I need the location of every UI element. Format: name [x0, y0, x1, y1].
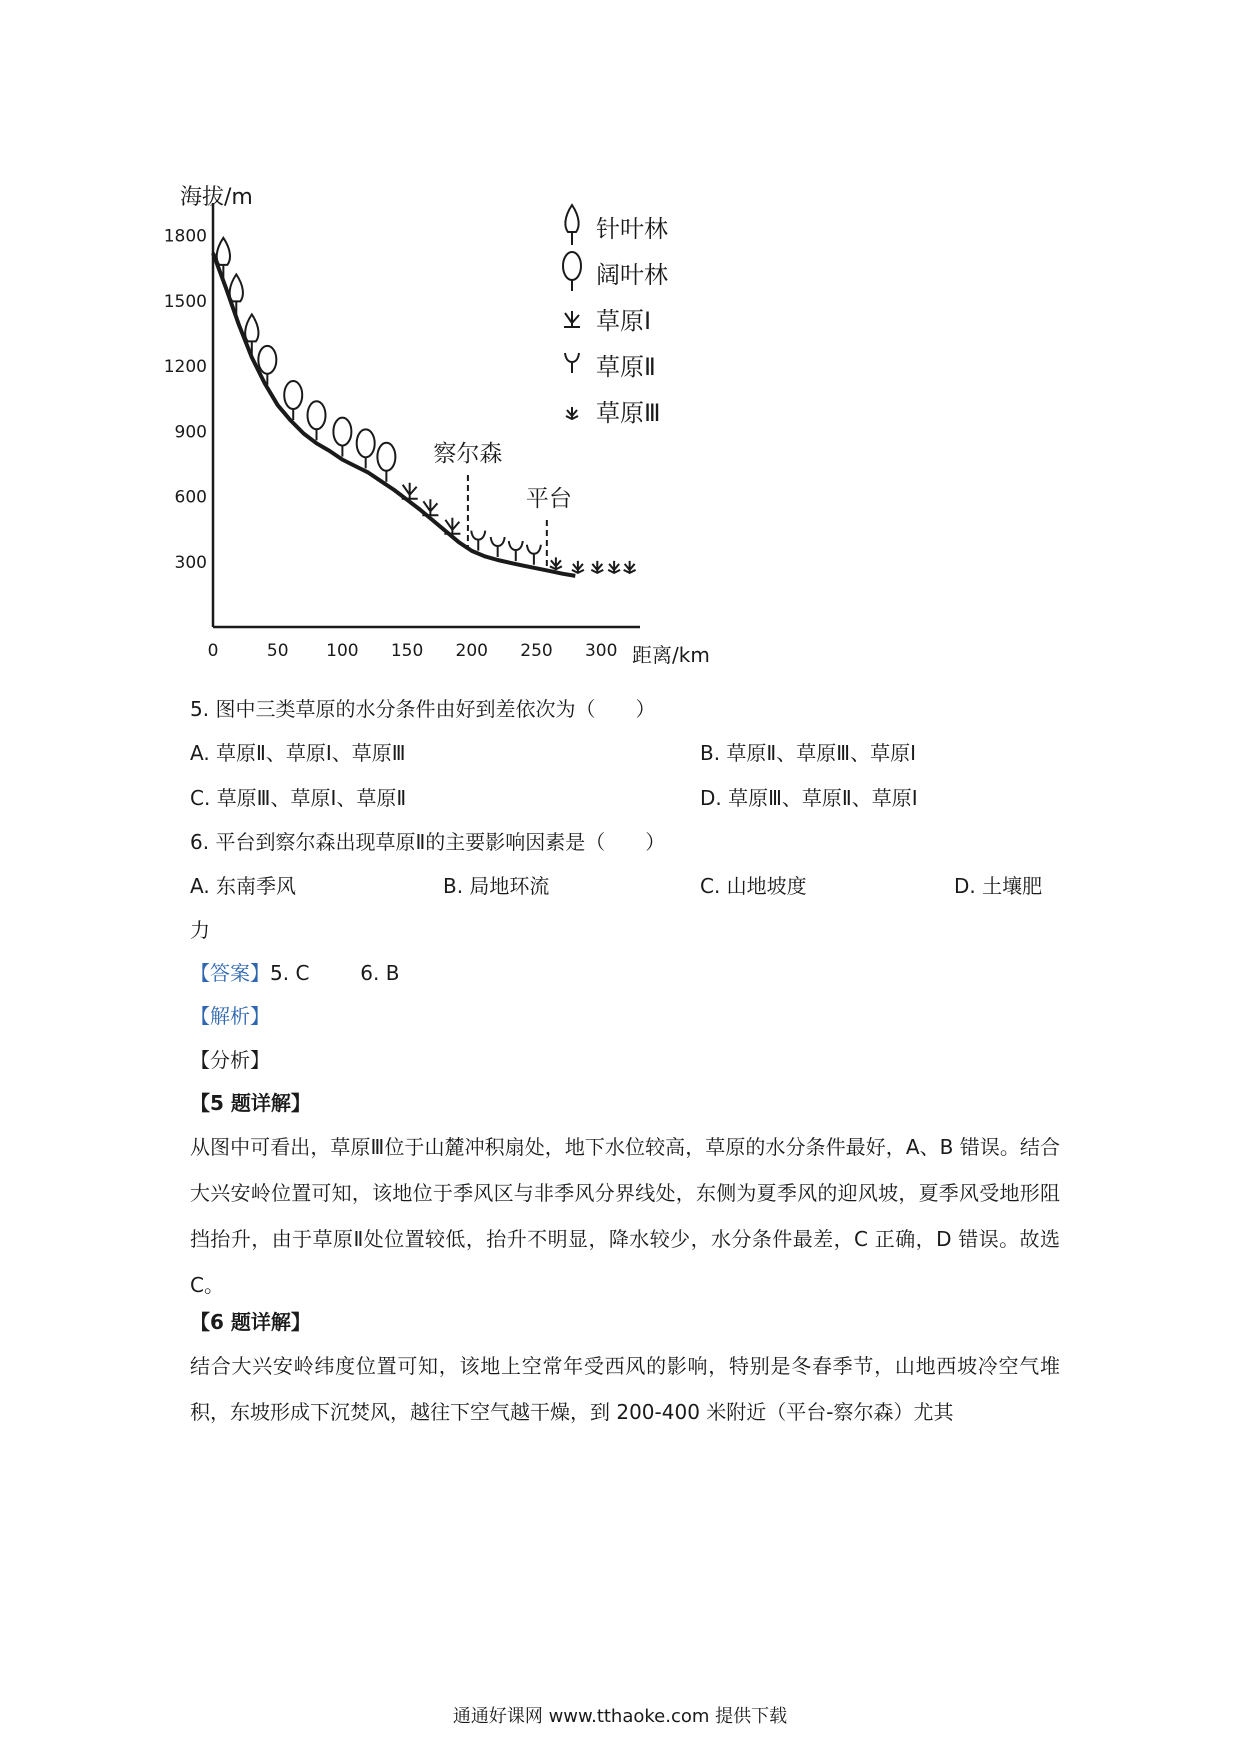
- q6-option-d: D. 土壤肥: [954, 874, 1043, 898]
- grass2-symbol: [491, 537, 505, 557]
- y-axis-title: 海拔/m: [180, 185, 253, 211]
- legend-grass3-symbol: [566, 407, 578, 419]
- q6-option-c: C. 山地坡度: [700, 874, 807, 898]
- legend-grass1-symbol: [564, 311, 580, 327]
- detail-5-label: 【5 题详解】: [190, 1091, 311, 1115]
- analysis-label: 【解析】: [190, 1004, 270, 1028]
- y-tick-label: 1500: [163, 291, 207, 312]
- x-tick-label: 150: [390, 641, 424, 661]
- grass3-symbol: [550, 557, 562, 569]
- annotation-label: 察尔森: [433, 441, 503, 467]
- q5-option-d: D. 草原Ⅲ、草原Ⅱ、草原Ⅰ: [700, 786, 918, 810]
- legend-label: 草原Ⅱ: [596, 353, 656, 381]
- legend-conifer-symbol: [565, 205, 578, 245]
- y-tick-label: 1800: [163, 226, 207, 247]
- grass3-symbol: [572, 561, 584, 573]
- legend-label: 草原Ⅰ: [596, 307, 652, 335]
- detail-5-text: 从图中可看出，草原Ⅲ位于山麓冲积扇处，地下水位较高，草原的水分条件最好，A、B 错误。结合大兴安岭位置可知，该地位于季风区与非季风分界线处，东侧为夏季风的迎风坡，夏季风受地形阻挡抬升，由于草原Ⅱ处位置较低，抬升不明显，降水较少，水分条件最差，C 正确，D 错误。故选 C。: [190, 1135, 1060, 1297]
- broadleaf-symbol: [333, 418, 351, 457]
- x-tick-label: 100: [326, 641, 359, 661]
- y-tick-label: 1200: [163, 357, 207, 378]
- grass3-symbol: [624, 561, 636, 573]
- detail-6-text: 结合大兴安岭纬度位置可知，该地上空常年受西风的影响，特别是冬春季节，山地西坡冷空气堆积，东坡形成下沉焚风，越往下空气越干燥，到 200-400 米附近（平台-察尔森）尤其: [190, 1354, 1060, 1424]
- answer-label: 【答案】: [190, 961, 270, 985]
- x-tick-label: 200: [455, 641, 489, 661]
- fenxi-label: 【分析】: [190, 1048, 270, 1072]
- grass2-symbol: [509, 541, 523, 561]
- q5-option-c: C. 草原Ⅲ、草原Ⅰ、草原Ⅱ: [190, 786, 407, 810]
- terrain-profile-line: [213, 253, 575, 576]
- legend-broadleaf-symbol: [563, 252, 581, 291]
- broadleaf-symbol: [308, 401, 326, 440]
- q5-option-a: A. 草原Ⅱ、草原Ⅰ、草原Ⅲ: [190, 741, 406, 765]
- detail-6-label: 【6 题详解】: [190, 1310, 311, 1334]
- q6-option-b: B. 局地环流: [443, 874, 550, 898]
- x-tick-label: 0: [207, 641, 219, 661]
- question-5-stem: 5. 图中三类草原的水分条件由好到差依次为（ ）: [190, 697, 656, 721]
- y-tick-label: 900: [174, 422, 207, 443]
- chart-legend: [563, 205, 668, 427]
- x-tick-label: 250: [520, 641, 553, 661]
- grass3-symbol: [608, 561, 620, 573]
- y-tick-label: 600: [174, 487, 207, 508]
- question-6-stem: 6. 平台到察尔森出现草原Ⅱ的主要影响因素是（ ）: [190, 830, 666, 854]
- legend-grass2-symbol: [565, 353, 579, 373]
- profile-layer: [213, 253, 575, 576]
- grass2-symbol: [527, 545, 541, 565]
- answer-line: [190, 961, 399, 985]
- q6-option-a: A. 东南季风: [190, 874, 297, 898]
- answer-text: 5. C 6. B: [270, 961, 400, 985]
- elevation-profile-chart: [163, 185, 820, 745]
- annotation-label: 平台: [525, 486, 572, 512]
- q5-option-b: B. 草原Ⅱ、草原Ⅲ、草原Ⅰ: [700, 741, 916, 765]
- y-tick-label: 300: [174, 552, 207, 573]
- q6-option-d-wrap: 力: [190, 918, 210, 942]
- legend-label: 阔叶林: [596, 261, 668, 289]
- x-tick-label: 300: [584, 641, 618, 661]
- broadleaf-symbol: [357, 429, 375, 468]
- x-axis-title: 距离/km: [632, 643, 710, 668]
- grass2-symbol: [471, 531, 485, 551]
- broadleaf-symbol: [377, 443, 395, 482]
- x-tick-label: 50: [266, 641, 289, 661]
- grass3-symbol: [591, 561, 603, 573]
- annotation-layer: [433, 441, 571, 570]
- legend-label: 针叶林: [596, 215, 668, 243]
- legend-label: 草原Ⅲ: [596, 399, 661, 427]
- page-footer: 通通好课网 www.tthaoke.com 提供下载: [452, 1706, 788, 1727]
